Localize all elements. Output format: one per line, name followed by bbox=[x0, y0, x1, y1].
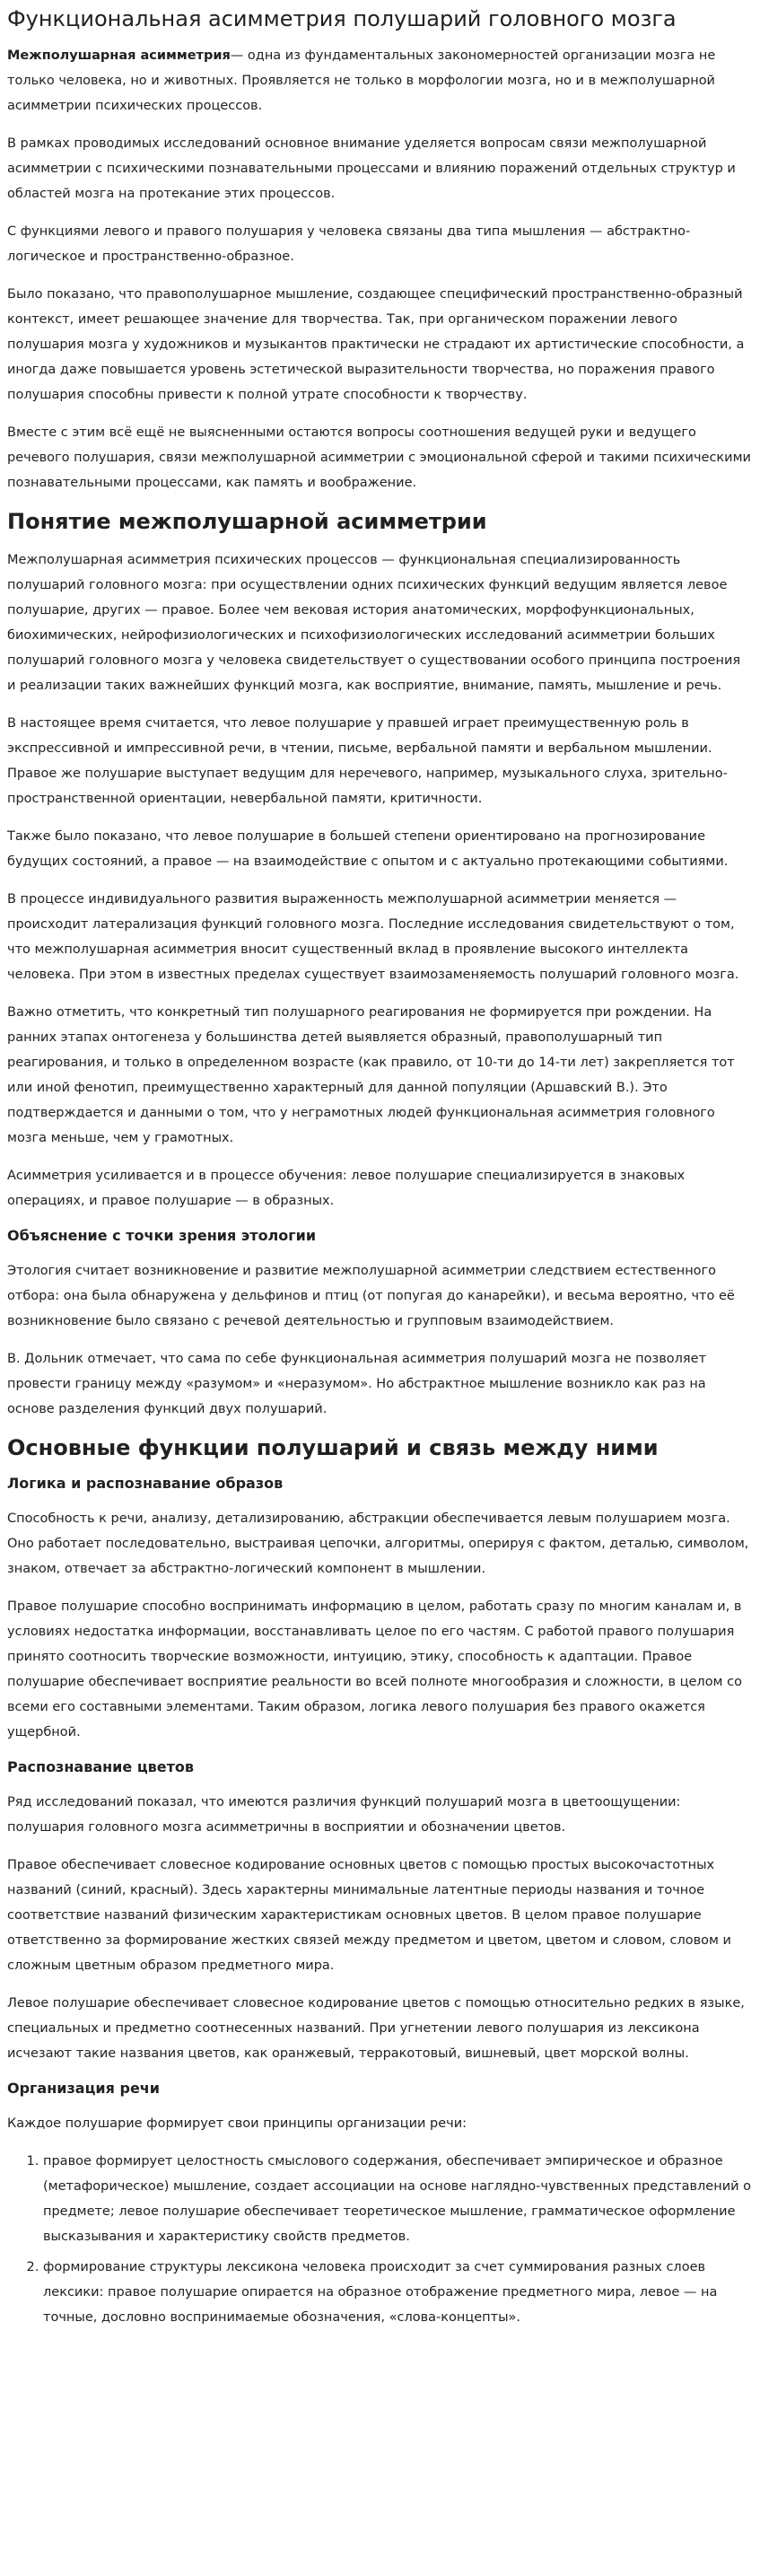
logic-paragraph-1: Способность к речи, анализу, детализированию, абстракции обеспечивается левым полушарием мозга. Оно работает последовательно, выстраивая цепочки, алгоритмы, оперируя с фактом, деталью, символом, знаком, отвечает за абстрактно-логический компонент в мышлении. bbox=[7, 1511, 749, 1576]
list-item: 1. правое формирует целостность смыслового содержания, обеспечивает эмпирическое и образное (метафорическое) мышление, создает ассоциации на основе наглядно-чувственных представлений о предмете; левое полушарие обеспечивает теоретическое мышление, грамматическое оформление высказывания и характеристику свойств предметов. bbox=[43, 2149, 753, 2249]
intro-paragraph-2: В рамках проводимых исследований основное внимание уделяется вопросам связи межполушарной асимметрии с психическими познавательными процессами и влиянию поражений отдельных структур и областей мозга на протекание этих процессов. bbox=[7, 136, 736, 201]
subheading-logic: Логика и распознавание образов bbox=[7, 1475, 284, 1492]
subheading-speech: Организация речи bbox=[7, 2080, 160, 2097]
intro-paragraph-4: Было показано, что правополушарное мышление, создающее специфический пространственно-образный контекст, имеет решающее значение для творчества. Так, при органическом поражении левого полушария мозга у художников и музыкантов практически не страдают их артистические способности, а иногда даже повышается уровень эстетической выразительности творчества, но поражения правого полушария способны привести к полной утрате способности к творчеству. bbox=[7, 287, 745, 402]
section-heading-concept: Понятие межполушарной асимметрии bbox=[7, 509, 487, 534]
colors-paragraph-2: Правое обеспечивает словесное кодирование основных цветов с помощью простых высокочастотных названий (синий, красный). Здесь характерны минимальные латентные периоды названия и точное соответствие названий физическим характеристикам основных цветов. В целом правое полушарие ответственно за формирование жестких связей между предметом и цветом, цветом и словом, словом и сложным цветным образом предметного мира. bbox=[7, 1858, 731, 1973]
concept-paragraph-2: В настоящее время считается, что левое полушарие у правшей играет преимущественную роль в экспрессивной и импрессивной речи, в чтении, письме, вербальной памяти и вербальном мышлении. Правое же полушарие выступает ведущим для неречевого, например, музыкального слуха, зрительно-пространственной ориентации, невербальной памяти, критичности. bbox=[7, 716, 728, 806]
ethology-paragraph-1: Этология считает возникновение и развитие межполушарной асимметрии следствием естественного отбора: она была обнаружена у дельфинов и птиц (от попугая до канарейки), и весьма вероятно, что её возникновение было связано с речевой деятельностью и групповым взаимодействием. bbox=[7, 1264, 735, 1328]
concept-paragraph-6: Асимметрия усиливается и в процессе обучения: левое полушарие специализируется в знаковых операциях, и правое полушарие — в образных. bbox=[7, 1169, 686, 1208]
intro-paragraph-5: Вместе с этим всё ещё не выясненными остаются вопросы соотношения ведущей руки и ведущего речевого полушария, связи межполушарной асимметрии с эмоциональной сферой и такими психическими познавательными процессами, как память и воображение. bbox=[7, 425, 751, 490]
ethology-paragraph-2: В. Дольник отмечает, что сама по себе функциональная асимметрия полушарий мозга не позволяет провести границу между «разумом» и «неразумом». Но абстрактное мышление возникло как раз на основе разделения функций двух полушарий. bbox=[7, 1352, 707, 1416]
colors-paragraph-3: Левое полушарие обеспечивает словесное кодирование цветов с помощью относительно редких в языке, специальных и предметно соотнесенных названий. При угнетении левого полушария из лексикона исчезают такие названия цветов, как оранжевый, терракотовый, вишневый, цвет морской волны. bbox=[7, 1996, 745, 2061]
logic-paragraph-2: Правое полушарие способно воспринимать информацию в целом, работать сразу по многим каналам и, в условиях недостатка информации, восстанавливать целое по его частям. С работой правого полушария принято соотносить творческие возможности, интуицию, этику, способность к адаптации. Правое полушарие обеспечивает восприятие реальности во всей полноте многообразия и сложности, в целом со всеми его составными элементами. Таким образом, логика левого полушария без правого окажется ущербной. bbox=[7, 1599, 742, 1739]
section-heading-functions: Основные функции полушарий и связь между ними bbox=[7, 1435, 659, 1460]
subheading-ethology: Объяснение с точки зрения этологии bbox=[7, 1227, 317, 1244]
subheading-colors: Распознавание цветов bbox=[7, 1758, 195, 1775]
page-title: Функциональная асимметрия полушарий головного мозга bbox=[7, 6, 677, 31]
concept-paragraph-5: Важно отметить, что конкретный тип полушарного реагирования не формируется при рождении. На ранних этапах онтогенеза у большинства детей выявляется образный, правополушарный тип реагирования, и только в определенном возрасте (как правило, от 10-ти до 14-ти лет) закрепляется тот или иной фенотип, преимущественно характерный для данной популяции (Аршавский В.). Это подтверждается и данными о том, что у неграмотных людей функциональная асимметрия головного мозга меньше, чем у грамотных. bbox=[7, 1005, 735, 1145]
term-bold: Межполушарная асимметрия bbox=[7, 48, 231, 63]
intro-paragraph-1 bbox=[7, 43, 753, 118]
list-item: 2. формирование структуры лексикона человека происходит за счет суммирования разных слоев лексики: правое полушарие опирается на образное отображение предметного мира, левое — на точные, дословно воспринимаемые обозначения, «слова-концепты». bbox=[43, 2255, 753, 2330]
intro-paragraph-1-text: — одна из фундаментальных закономерностей организации мозга не только человека, но и животных. Проявляется не только в морфологии мозга, но и в межполушарной асимметрии психических процессов. bbox=[7, 48, 716, 113]
document-page bbox=[0, 5, 760, 2361]
concept-paragraph-1: Межполушарная асимметрия психических процессов — функциональная специализированность полушарий головного мозга: при осуществлении одних психических функций ведущим является левое полушарие, других — правое. Более чем вековая история анатомических, морфофункциональных, биохимических, нейрофизиологических и психофизиологических исследований асимметрии больших полушарий головного мозга у человека свидетельствует о существовании особого принципа построения и реализации таких важнейших функций мозга, как восприятие, внимание, память, мышление и речь. bbox=[7, 553, 741, 693]
intro-paragraph-3: С функциями левого и правого полушария у человека связаны два типа мышления — абстрактно-логическое и пространственно-образное. bbox=[7, 224, 691, 264]
concept-paragraph-4: В процессе индивидуального развития выраженность межполушарной асимметрии меняется — происходит латерализация функций головного мозга. Последние исследования свидетельствуют о том, что межполушарная асимметрия вносит существенный вклад в проявление высокого интеллекта человека. При этом в известных пределах существует взаимозаменяемость полушарий головного мозга. bbox=[7, 892, 739, 982]
concept-paragraph-3: Также было показано, что левое полушарие в большей степени ориентировано на прогнозирование будущих состояний, а правое — на взаимодействие с опытом и с актуально протекающими событиями. bbox=[7, 829, 729, 869]
speech-paragraph-1: Каждое полушарие формирует свои принципы организации речи: bbox=[7, 2116, 467, 2131]
speech-list bbox=[7, 2149, 753, 2330]
colors-paragraph-1: Ряд исследований показал, что имеются различия функций полушарий мозга в цветоощущении: полушария головного мозга асимметричны в восприятии и обозначении цветов. bbox=[7, 1795, 681, 1835]
